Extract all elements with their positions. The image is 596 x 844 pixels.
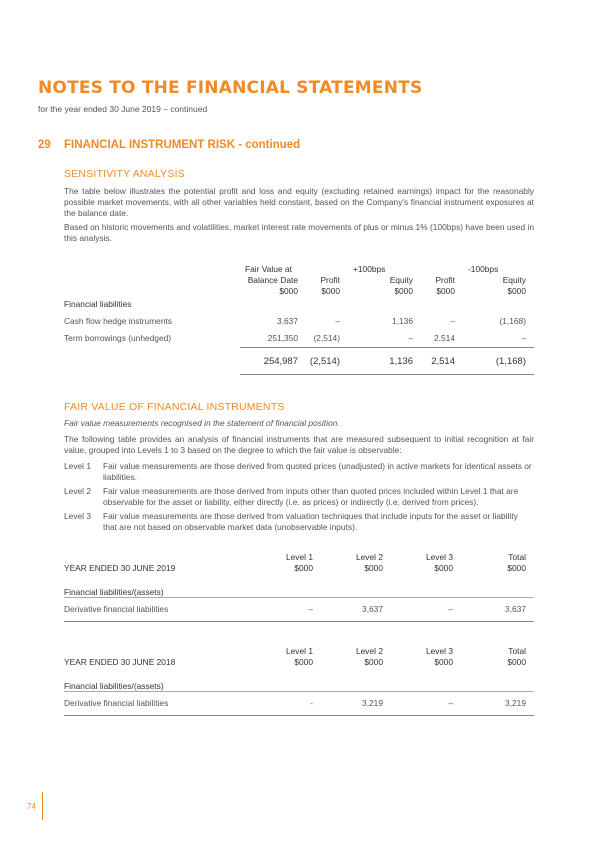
section-title: FINANCIAL INSTRUMENT RISK - continued (64, 139, 301, 151)
cell-value: 3,637 (362, 604, 383, 614)
table-bottom-rule (64, 715, 534, 716)
unit: $000 (364, 657, 383, 667)
col-header-profit-minus: Profit (435, 275, 455, 285)
row-label-2018: Derivative financial liabilities (64, 698, 169, 708)
col-header-equity-plus: Equity (389, 275, 413, 285)
page-subtitle: for the year ended 30 June 2019 – continued (38, 104, 208, 114)
row-label-2019: Derivative financial liabilities (64, 604, 169, 614)
unit-3: $000 (394, 286, 413, 296)
col-header-profit-plus: Profit (320, 275, 340, 285)
totals-top-rule (240, 347, 534, 348)
cell-value: – (335, 316, 340, 326)
cell-value: – (408, 333, 413, 343)
total-value: 254,987 (263, 356, 298, 367)
col-header-level-2: Level 2 (355, 646, 383, 656)
col-header-level-3: Level 3 (425, 552, 453, 562)
col-header-balance-date: Balance Date (247, 275, 298, 285)
col-header-level-3: Level 3 (425, 646, 453, 656)
fair-value-italic-line: Fair value measurements recognised in the statement of financial position. (64, 418, 340, 428)
level-2-label: Level 2 (64, 486, 92, 496)
page-title: NOTES TO THE FINANCIAL STATEMENTS (38, 78, 423, 98)
col-header-level-2: Level 2 (355, 552, 383, 562)
table-bottom-rule (64, 621, 534, 622)
cell-value: 2,514 (434, 333, 455, 343)
unit: $000 (507, 563, 526, 573)
unit-1: $000 (279, 286, 298, 296)
cell-value: 3,637 (277, 316, 298, 326)
col-header-equity-minus: Equity (502, 275, 526, 285)
level-1-label: Level 1 (64, 461, 92, 471)
cell-value: 251,350 (267, 333, 298, 343)
col-header-level-1: Level 1 (285, 646, 313, 656)
unit: $000 (434, 563, 453, 573)
table-rule (64, 691, 534, 692)
level-3-label: Level 3 (64, 511, 92, 521)
section-number: 29 (38, 139, 51, 151)
table-rule (64, 597, 534, 598)
unit: $000 (507, 657, 526, 667)
cell-value: 1,136 (392, 316, 413, 326)
unit-5: $000 (507, 286, 526, 296)
cell-value: (1,168) (499, 316, 526, 326)
col-header-level-1: Level 1 (285, 552, 313, 562)
total-value: (2,514) (309, 356, 340, 367)
cell-value: – (308, 604, 313, 614)
unit-4: $000 (436, 286, 455, 296)
cell-value: – (448, 604, 453, 614)
unit: $000 (364, 563, 383, 573)
unit-2: $000 (321, 286, 340, 296)
page-number: 74 (27, 802, 36, 811)
unit: $000 (434, 657, 453, 667)
year-label-2019: YEAR ENDED 30 JUNE 2019 (64, 563, 176, 573)
page-number-divider (42, 792, 43, 820)
cell-value: - (310, 698, 313, 708)
col-group-minus-100bps: -100bps (468, 264, 499, 274)
cell-value: (2,514) (313, 333, 340, 343)
sensitivity-paragraph-1: The table below illustrates the potential profit and loss and equity (excluding retained earnings) impact for the reasonably possible market movements, with all other variables held constant, based on the Company's financial instrument exposures at the balance date. (64, 186, 534, 218)
cell-value: 3,219 (505, 698, 526, 708)
row-label: Term borrowings (unhedged) (64, 333, 172, 343)
total-value: (1,168) (495, 356, 526, 367)
cell-value: 3,637 (505, 604, 526, 614)
sensitivity-paragraph-2: Based on historic movements and volatilities, market interest rate movements of plus or minus 1% (100bps) have been used in this analysis. (64, 222, 534, 243)
cell-value: – (448, 698, 453, 708)
fair-value-paragraph: The following table provides an analysis of financial instruments that are measured subsequent to initial recognition at fair value, grouped into Levels 1 to 3 based on the degree to which the fair value is observable: (64, 434, 534, 455)
row-label: Cash flow hedge instruments (64, 316, 172, 326)
unit: $000 (294, 657, 313, 667)
year-label-2018: YEAR ENDED 30 JUNE 2018 (64, 657, 176, 667)
col-header-total: Total (508, 552, 526, 562)
group-label-2019: Financial liabilities/(assets) (64, 587, 164, 597)
total-value: 1,136 (389, 356, 413, 367)
totals-bottom-rule (240, 374, 534, 375)
level-3-text: Fair value measurements are those derived from valuation techniques that include inputs for the asset or liability that are not based on observable market data (unobservable inputs). (103, 511, 518, 532)
cell-value: 3,219 (362, 698, 383, 708)
fair-value-heading: FAIR VALUE OF FINANCIAL INSTRUMENTS (64, 401, 285, 413)
total-value: 2,514 (431, 356, 455, 367)
group-label-financial-liabilities: Financial liabilities (64, 299, 132, 309)
sensitivity-heading: SENSITIVITY ANALYSIS (64, 168, 185, 180)
col-group-plus-100bps: +100bps (353, 264, 386, 274)
cell-value: – (521, 333, 526, 343)
level-1-text: Fair value measurements are those derived from quoted prices (unadjusted) in active markets for identical assets or liabilities. (103, 461, 532, 482)
col-group-fair-value: Fair Value at (245, 264, 292, 274)
level-2-text: Fair value measurements are those derived from inputs other than quoted prices included within Level 1 that are observable for the asset or liability, either directly (i.e. as prices) or indirectly (i.e. derived from prices). (103, 486, 519, 507)
group-label-2018: Financial liabilities/(assets) (64, 681, 164, 691)
unit: $000 (294, 563, 313, 573)
col-header-total: Total (508, 646, 526, 656)
cell-value: – (450, 316, 455, 326)
